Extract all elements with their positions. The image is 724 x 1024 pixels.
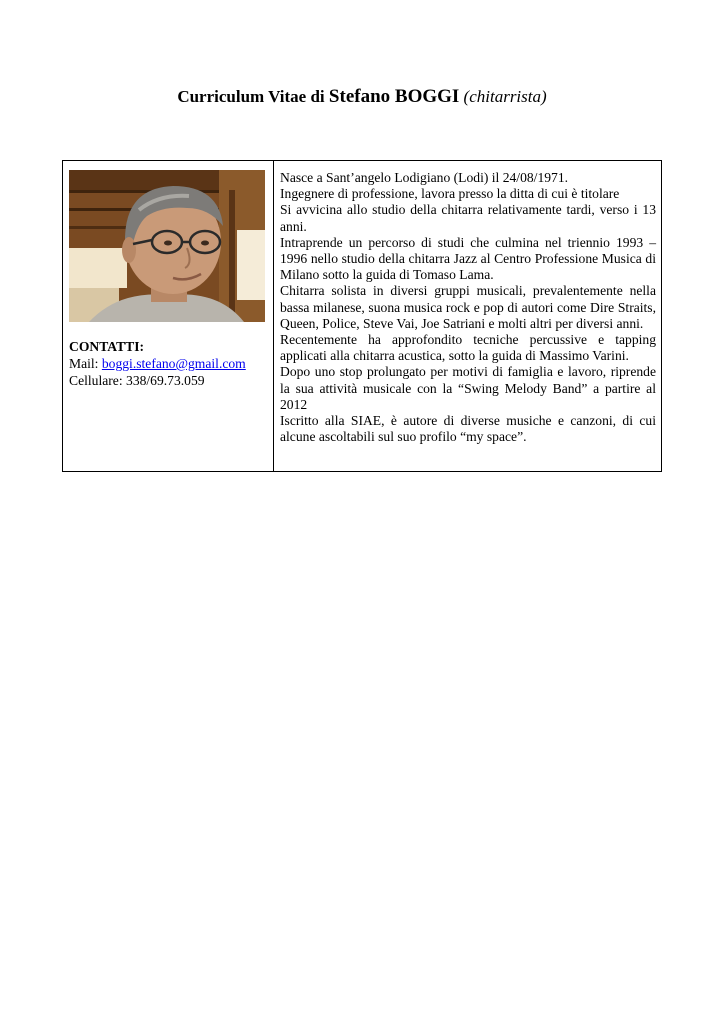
bio-paragraph: Intraprende un percorso di studi che culmina nel triennio 1993 – 1996 nello studio della chitarra Jazz al Centro Professione Musica di Milano sotto la guida di Tomaso Lama.: [280, 234, 656, 283]
page-title: [0, 86, 724, 108]
title-prefix: Curriculum Vitae di: [177, 87, 325, 106]
bio-paragraph: Chitarra solista in diversi gruppi musicali, prevalentemente nella bassa milanese, suona musica rock e pop di autori come Dire Straits, Queen, Police, Steve Vai, Joe Satriani e molti altri per diversi anni.: [280, 283, 656, 331]
title-role: (chitarrista): [463, 87, 547, 106]
mail-label: Mail:: [69, 356, 99, 371]
right-column: [274, 161, 661, 471]
title-name: Stefano BOGGI: [328, 86, 460, 107]
portrait-image: [69, 170, 265, 322]
portrait-photo: [69, 170, 265, 322]
bio-paragraph: Si avvicina allo studio della chitarra relativamente tardi, verso i 13 anni.: [280, 202, 656, 234]
bio-paragraph: Dopo uno stop prolungato per motivi di famiglia e lavoro, riprende la sua attività musicale con la “Swing Melody Band” a partire al 2012: [280, 364, 656, 412]
mail-line: [69, 355, 269, 372]
phone-line: [69, 372, 269, 389]
contacts: [69, 338, 269, 389]
phone-number: 338/69.73.059: [126, 373, 205, 388]
bio-paragraph: Nasce a Sant’angelo Lodigiano (Lodi) il 24/08/1971.: [280, 170, 569, 185]
email-link[interactable]: boggi.stefano@gmail.com: [101, 356, 246, 371]
contacts-heading: CONTATTI:: [69, 339, 145, 354]
cv-table: [62, 160, 662, 472]
bio-paragraph: Iscritto alla SIAE, è autore di diverse musiche e canzoni, di cui alcune ascoltabili sul suo profilo “my space”.: [280, 413, 656, 445]
phone-label: Cellulare:: [69, 373, 123, 388]
bio-paragraph: Recentemente ha approfondito tecniche percussive e tapping applicati alla chitarra acustica, sotto la guida di Massimo Varini.: [280, 332, 656, 364]
biography: [280, 170, 656, 445]
bio-paragraph: Ingegnere di professione, lavora presso la ditta di cui è titolare: [280, 186, 620, 202]
left-column: [63, 161, 274, 471]
